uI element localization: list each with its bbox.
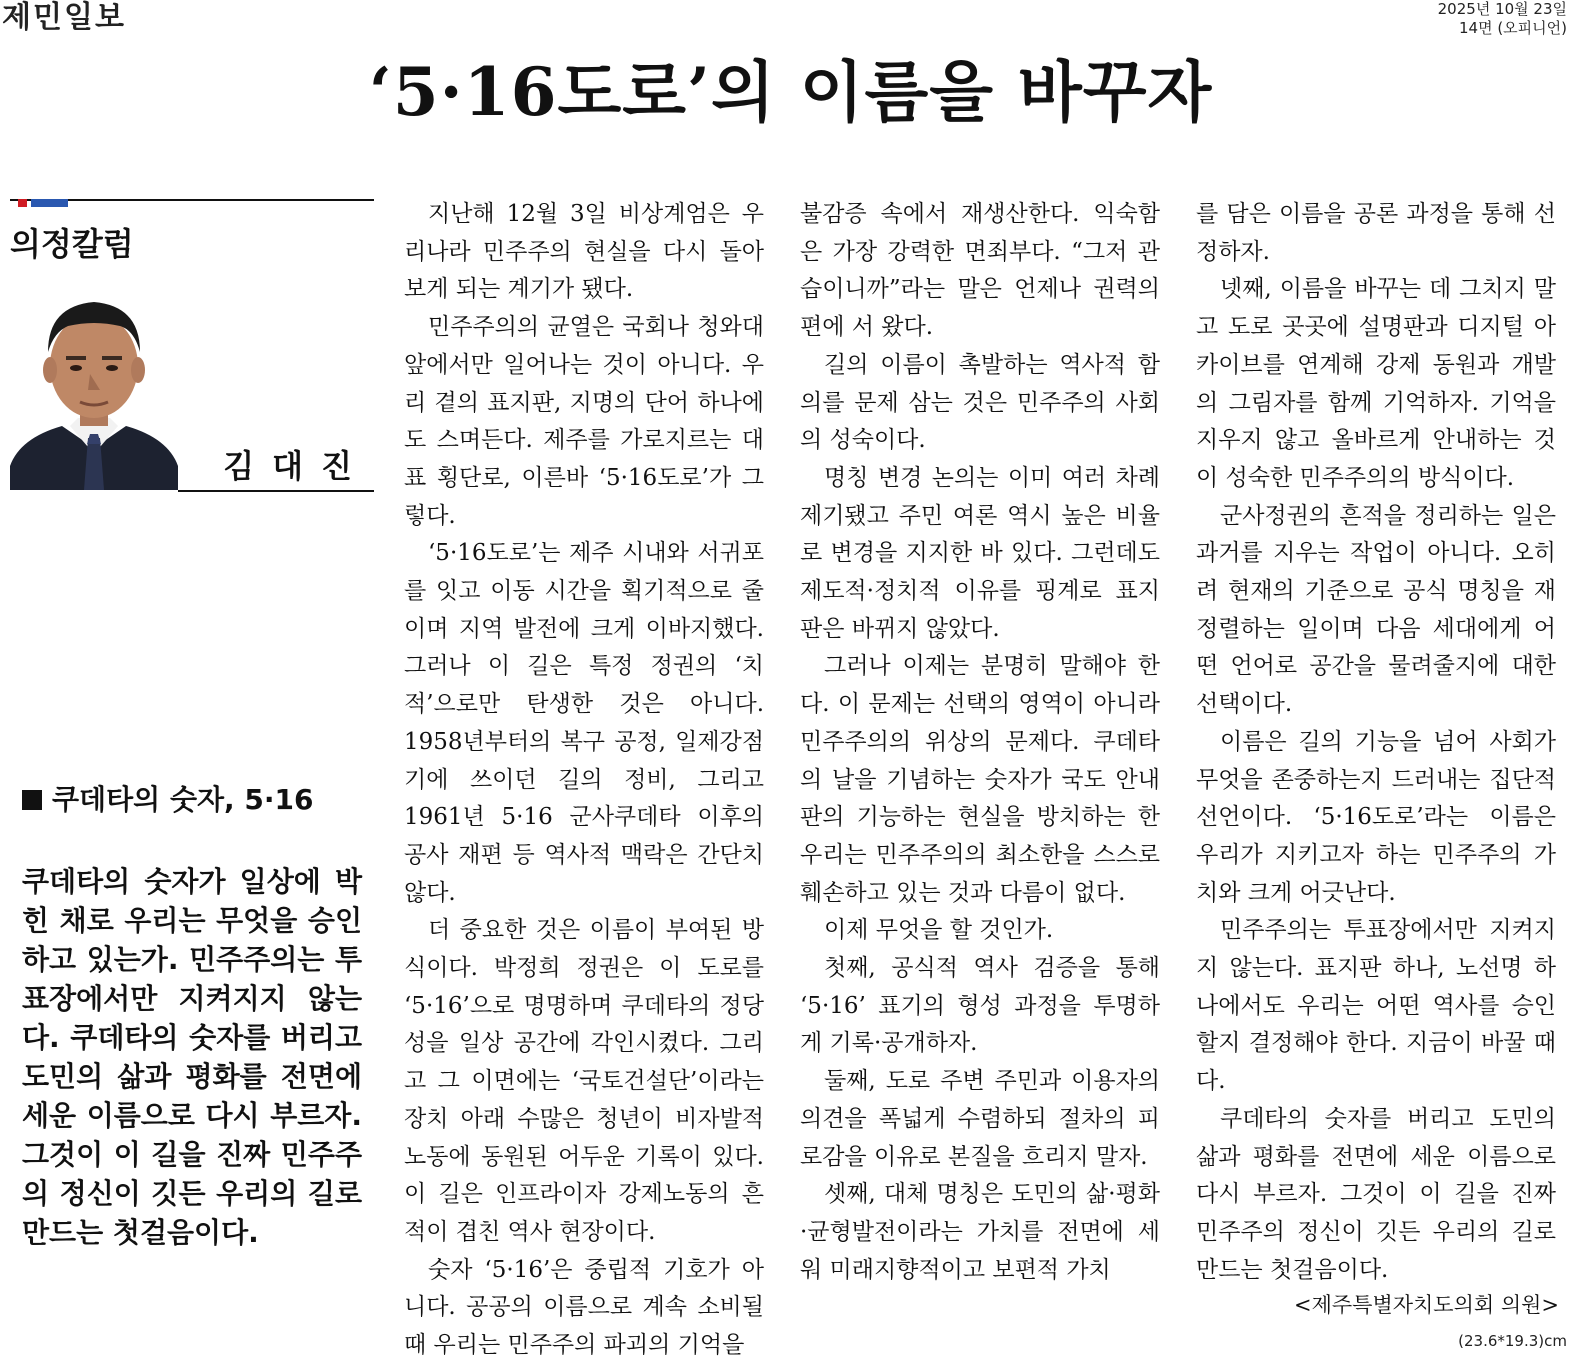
- page-section: 14면 (오피니언): [1458, 19, 1567, 37]
- publication-date: 2025년 10월 23일: [1437, 0, 1567, 18]
- subheadline-text: 쿠데타의 숫자, 5·16: [52, 783, 314, 816]
- paragraph: 길의 이름이 촉발하는 역사적 함의를 문제 삼는 것은 민주주의 사회의 성숙이다.: [800, 351, 1160, 454]
- publication-info: [1438, 0, 1567, 38]
- author-photo: [10, 278, 178, 490]
- body-column-1: [404, 196, 764, 1365]
- paragraph: 민주주의의 균열은 국회나 청와대 앞에서만 일어나는 것이 아니다. 우리 곁의 표지판, 지명의 단어 하나에도 스며든다. 제주를 가로지르는 대표 횡단로, 이른바 ‘5·16도로’가 그렇다.: [404, 314, 764, 529]
- column-series-label: 의정칼럼: [10, 225, 134, 263]
- square-bullet-icon: [22, 790, 42, 810]
- paragraph: 불감증 속에서 재생산한다. 익숙함은 가장 강력한 면죄부다. “그저 관습이니까”라는 말은 언제나 권력의 편에 서 왔다.: [800, 201, 1160, 341]
- author-portrait-illustration: [10, 278, 178, 490]
- paragraph: 첫째, 공식적 역사 검증을 통해 ‘5·16’ 표기의 형성 과정을 투명하게 기록·공개하자.: [800, 955, 1160, 1057]
- paragraph: 군사정권의 흔적을 정리하는 일은 과거를 지우는 작업이 아니다. 오히려 현재의 기준으로 공식 명칭을 재정렬하는 일이며 다음 세대에게 어떤 언어로 공간을 물려줄지에 대한 선택이다.: [1196, 502, 1556, 718]
- paragraph: 를 담은 이름을 공론 과정을 통해 선정하자.: [1196, 201, 1556, 265]
- section-marker-blue: [31, 199, 68, 207]
- paragraph: 명칭 변경 논의는 이미 여러 차례 제기됐고 주민 여론 역시 높은 비율로 변경을 지지한 바 있다. 그런데도 제도적·정치적 이유를 핑계로 표지판은 바뀌지 않았다.: [800, 464, 1160, 642]
- paragraph: 지난해 12월 3일 비상계엄은 우리나라 민주주의 현실을 다시 돌아보게 되는 계기가 됐다.: [404, 201, 764, 303]
- paragraph: 더 중요한 것은 이름이 부여된 방식이다. 박정희 정권은 이 도로를 ‘5·16’으로 명명하며 쿠데타의 정당성을 일상 공간에 각인시켰다. 그리고 그 이면에는 ‘국토건설단’이라는 장치 아래 수많은 청년이 비자발적 노동에 동원된 어두운 기록이 있다. 이 길은 인프라이자 강제노동의 흔적이 겹친 역사 현장이다.: [404, 917, 764, 1245]
- body-column-3: [1196, 196, 1556, 1289]
- paragraph: 이제 무엇을 할 것인가.: [824, 917, 1054, 944]
- paragraph: 이름은 길의 기능을 넘어 사회가 무엇을 존중하는지 드러내는 집단적 선언이다. ‘5·16도로’라는 이름은 우리가 지키고자 하는 민주주의 가치와 크게 어긋난다.: [1196, 728, 1556, 906]
- paragraph: 둘째, 도로 주변 주민과 이용자의 의견을 폭넓게 수렴하되 절차의 피로감을 이유로 본질을 흐리지 말자.: [800, 1068, 1160, 1170]
- paragraph: 셋째, 대체 명칭은 도민의 삶·평화·균형발전이라는 가치를 전면에 세워 미래지향적이고 보편적 가치: [800, 1181, 1160, 1283]
- paragraph: 민주주의는 투표장에서만 지켜지지 않는다. 표지판 하나, 노선명 하나에서도 우리는 어떤 역사를 승인할지 결정해야 한다. 지금이 바꿀 때다.: [1196, 917, 1556, 1095]
- body-column-2: [800, 196, 1160, 1289]
- summary-paragraph: 쿠데타의 숫자가 일상에 박힌 채로 우리는 무엇을 승인하고 있는가. 민주주의는 투표장에서만 지켜지지 않는다. 쿠데타의 숫자를 버리고 도민의 삶과 평화를 전면에 세운 이름으로 다시 부르자. 그것이 이 길을 진짜 민주주의 정신이 깃든 우리의 길로 만드는 첫걸음이다.: [22, 865, 362, 1249]
- author-affiliation: <제주특별자치도의회 의원>: [1293, 1293, 1559, 1317]
- paragraph: 그러나 이제는 분명히 말해야 한다. 이 문제는 선택의 영역이 아니라 민주주의의 위상의 문제다. 쿠데타의 날을 기념하는 숫자가 국도 안내판의 기능하는 현실을 방치하는 한 우리는 민주주의의 최소한을 스스로 훼손하고 있는 것과 다름이 없다.: [800, 653, 1160, 906]
- paragraph: 넷째, 이름을 바꾸는 데 그치지 말고 도로 곳곳에 설명판과 디지털 아카이브를 연계해 강제 동원과 개발의 그림자를 함께 기억하자. 기억을 지우지 않고 올바르게 안내하는 것이 성숙한 민주주의의 방식이다.: [1196, 276, 1556, 491]
- section-marker-red: [18, 199, 27, 207]
- author-underline: [178, 490, 374, 492]
- paragraph: 쿠데타의 숫자를 버리고 도민의 삶과 평화를 전면에 세운 이름으로 다시 부르자. 그것이 이 길을 진짜 민주주의 정신이 깃든 우리의 길로 만드는 첫걸음이다.: [1196, 1105, 1556, 1283]
- paragraph: 숫자 ‘5·16’은 중립적 기호가 아니다. 공공의 이름으로 계속 소비될 때 우리는 민주주의 파괴의 기억을: [404, 1256, 764, 1359]
- article-size: (23.6*19.3)cm: [1458, 1332, 1567, 1350]
- subheadline: [22, 780, 314, 820]
- newspaper-masthead: 제민일보: [2, 0, 126, 35]
- author-name: 김대진: [223, 447, 370, 485]
- paragraph: ‘5·16도로’는 제주 시내와 서귀포를 잇고 이동 시간을 획기적으로 줄이며 지역 발전에 크게 이바지했다. 그러나 이 길은 특정 정권의 ‘치적’으로만 탄생한 것은 아니다. 1958년부터의 복구 공정, 일제강점기에 쓰이던 길의 정비, 그리고 1961년 5·16 군사쿠데타 이후의 공사 재편 등 역사적 맥락은 간단치 않다.: [404, 540, 764, 906]
- article-headline: ‘5·16도로’의 이름을 바꾸자: [368, 53, 1213, 131]
